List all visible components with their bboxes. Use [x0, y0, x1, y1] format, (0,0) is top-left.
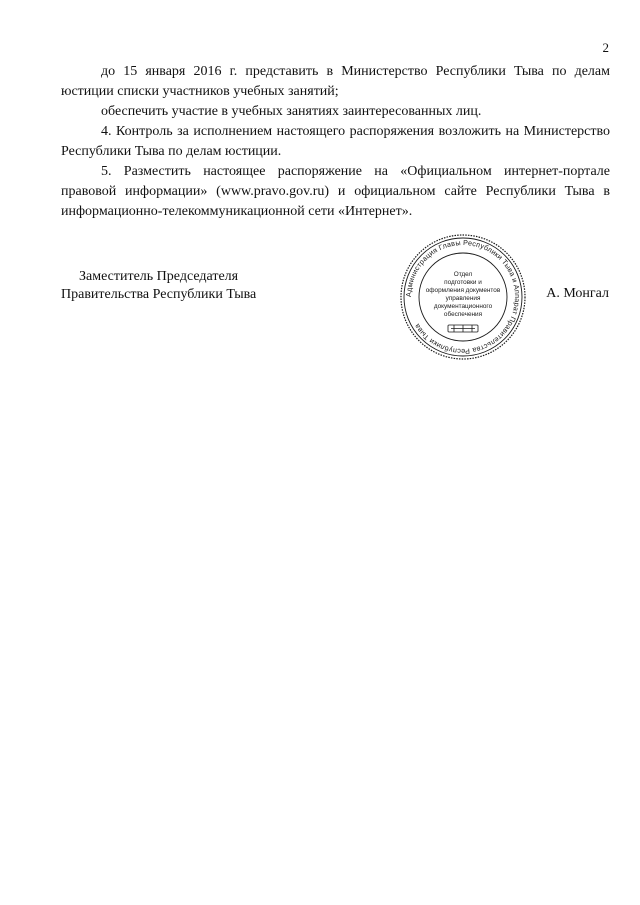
official-stamp-seal — [398, 232, 528, 362]
stamp-center-text — [426, 271, 501, 318]
stamp-center-line: обеспечения — [443, 311, 483, 318]
signer-position-line2: Правительства Республики Тыва — [61, 287, 257, 302]
signer-name: А. Монгал — [546, 286, 609, 301]
paragraph-control: 4. Контроль за исполнением настоящего распоряжения возложить на Министерство Республики Тыва по делам юстиции. — [61, 124, 610, 159]
stamp-center-line: оформления документов — [425, 287, 501, 294]
stamp-center-line: подготовки и — [444, 279, 482, 286]
paragraph-publication: 5. Разместить настоящее распоряжение на «Официальном интернет-портале правовой информации» (www.pravo.gov.ru) и официальном сайте Республики Тыва в информационно-телекоммуникационной сети «Интернет». — [61, 164, 610, 219]
paragraph-participation: обеспечить участие в учебных занятиях заинтересованных лиц. — [101, 104, 482, 119]
document-body — [61, 62, 610, 222]
signature-block — [61, 268, 256, 304]
stamp-emblem — [448, 325, 478, 332]
paragraph-deadline: до 15 января 2016 г. представить в Министерство Республики Тыва по делам юстиции списки участников учебных занятий; — [61, 64, 610, 99]
signer-position-line1: Заместитель Председателя — [79, 269, 239, 284]
stamp-ring-textpath: Администрация Главы Республики Тыва и Аппарат Правительства Республики Тыва — [403, 237, 523, 357]
stamp-center-line: Отдел — [453, 271, 473, 278]
stamp-center-line: документационного — [433, 303, 493, 310]
page-number: 2 — [602, 40, 609, 55]
stamp-center-line: управления — [445, 295, 481, 302]
